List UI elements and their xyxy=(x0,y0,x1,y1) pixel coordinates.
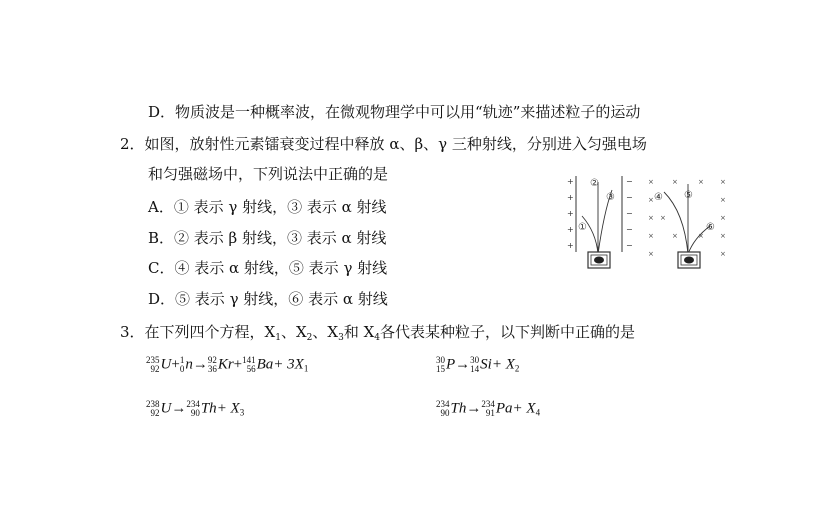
eq1-tail: + 3X xyxy=(273,356,304,373)
eq3-th-number: 90 xyxy=(190,408,200,418)
q3-prefix: 3．在下列四个方程，X xyxy=(120,323,276,341)
cross-mark: × xyxy=(660,214,666,222)
eq2-tail: + X xyxy=(491,356,515,373)
eq3-u-symbol: U xyxy=(160,400,172,417)
track-label-4: ④ xyxy=(654,192,663,203)
eq1-kr-symbol: Kr xyxy=(217,356,234,373)
radiation-figure xyxy=(560,172,730,282)
minus-sign: − xyxy=(626,177,633,186)
q3-sub-1: 1 xyxy=(275,333,281,343)
eq4-pa-mass: 234 xyxy=(481,399,495,409)
eq1-ba-symbol: Ba xyxy=(256,356,274,373)
eq2-p-number: 15 xyxy=(436,364,445,374)
question-2-option-c: C．④ 表示 α 射线，⑤ 表示 γ 射线 xyxy=(148,259,388,277)
eq3-tail-sub: 3 xyxy=(239,407,245,418)
track-label-5: ⑤ xyxy=(684,190,693,201)
eq1-u-number: 92 xyxy=(150,364,160,374)
plus-sign: + xyxy=(567,177,574,186)
minus-sign: − xyxy=(626,209,633,218)
cross-mark: × xyxy=(672,232,678,240)
eq4-tail-sub: 4 xyxy=(535,407,541,418)
eq4-pa-number: 91 xyxy=(485,408,495,418)
eq1-u-mass: 235 xyxy=(146,355,160,365)
cross-mark: × xyxy=(720,250,726,258)
eq1-tail-sub: 1 xyxy=(303,363,309,374)
q3-suffix: 各代表某种粒子，以下判断中正确的是 xyxy=(380,323,636,341)
question-3-stem xyxy=(120,322,635,348)
equation-4: 234 90 Th→ 234 91 $Pa+ X_4$ xyxy=(436,399,541,418)
minus-sign: − xyxy=(626,241,633,250)
eq1-ba-number: 56 xyxy=(246,364,256,374)
cross-mark: × xyxy=(648,232,654,240)
eq4-th-number: 90 xyxy=(440,408,450,418)
eq4-pa-symbol: Pa xyxy=(495,400,513,417)
cross-mark: × xyxy=(648,214,654,222)
question-2-option-a: A．① 表示 γ 射线，③ 表示 α 射线 xyxy=(148,198,387,216)
track-label-6: ⑥ xyxy=(706,222,715,233)
q3-sub-4: 4 xyxy=(374,333,380,343)
q3-mid-1: 、X xyxy=(280,323,307,341)
eq2-si-symbol: Si xyxy=(480,356,492,373)
eq3-th-mass: 234 xyxy=(186,399,200,409)
eq3-u-number: 92 xyxy=(150,408,160,418)
cross-mark: × xyxy=(672,178,678,186)
track-label-2: ② xyxy=(590,178,599,189)
cross-mark: × xyxy=(720,196,726,204)
magnetic-field-panel xyxy=(648,178,726,268)
option-d-previous: D．物质波是一种概率波，在微观物理学中可以用“轨迹”来描述粒子的运动 xyxy=(148,103,641,121)
eq2-si-mass: 30 xyxy=(470,355,480,365)
eq2-p-symbol: P xyxy=(446,356,456,373)
equation-2: 30 15 P→ 30 14 $Si+ X_2$ xyxy=(436,355,520,374)
plus-sign: + xyxy=(567,209,574,218)
cross-mark: × xyxy=(720,232,726,240)
q3-sub-2: 2 xyxy=(306,333,313,343)
eq2-tail-sub: 2 xyxy=(514,363,520,374)
plus-sign: + xyxy=(567,241,574,250)
eq1-n-mass: 1 xyxy=(179,355,185,365)
equation-1: 235 92 U+ 1 0 n→ 92 36 Kr+ 141 56 $Ba+ 3X_1$ xyxy=(146,355,309,374)
cross-mark: × xyxy=(720,178,726,186)
cross-mark: × xyxy=(698,178,704,186)
cross-mark: × xyxy=(720,214,726,222)
minus-sign: − xyxy=(626,193,633,202)
electric-field-panel xyxy=(567,176,633,268)
eq1-n-number: 0 xyxy=(179,364,185,374)
question-2-option-d: D．⑤ 表示 γ 射线，⑥ 表示 α 射线 xyxy=(148,290,388,308)
cross-mark: × xyxy=(698,232,704,240)
eq2-p-mass: 30 xyxy=(436,355,445,365)
cross-mark: × xyxy=(648,178,654,186)
eq3-u-mass: 238 xyxy=(146,399,160,409)
eq4-tail: + X xyxy=(512,400,536,417)
cross-mark: × xyxy=(648,250,654,258)
track-label-3: ③ xyxy=(606,192,615,203)
eq1-kr-mass: 92 xyxy=(207,355,217,365)
eq2-si-number: 14 xyxy=(470,364,480,374)
plus-sign: + xyxy=(567,193,574,202)
q3-sub-3: 3 xyxy=(338,333,344,343)
question-2-stem: 2．如图，放射性元素镭衰变过程中释放 α、β、γ 三种射线，分别进入匀强电场 xyxy=(120,135,647,153)
plus-sign: + xyxy=(567,225,574,234)
eq3-tail: + X xyxy=(216,400,240,417)
eq4-th-symbol: Th xyxy=(450,400,467,417)
question-2-option-b: B．② 表示 β 射线，③ 表示 α 射线 xyxy=(148,229,387,247)
cross-mark: × xyxy=(648,196,654,204)
eq3-th-symbol: Th xyxy=(200,400,217,417)
question-2-stem-cont: 和匀强磁场中，下列说法中正确的是 xyxy=(148,165,389,183)
equation-3: 238 92 U→ 234 90 $Th+ X_3$ xyxy=(146,399,245,418)
eq1-ba-mass: 141 xyxy=(242,355,256,365)
q3-mid-2: 、X xyxy=(312,323,339,341)
q3-mid-3: 和 X xyxy=(343,323,375,341)
eq1-n-symbol: n xyxy=(185,356,193,373)
eq4-th-mass: 234 xyxy=(436,399,450,409)
track-label-1: ① xyxy=(578,222,587,233)
eq1-u-symbol: U xyxy=(160,356,172,373)
minus-sign: − xyxy=(626,225,633,234)
eq1-kr-number: 36 xyxy=(207,364,217,374)
